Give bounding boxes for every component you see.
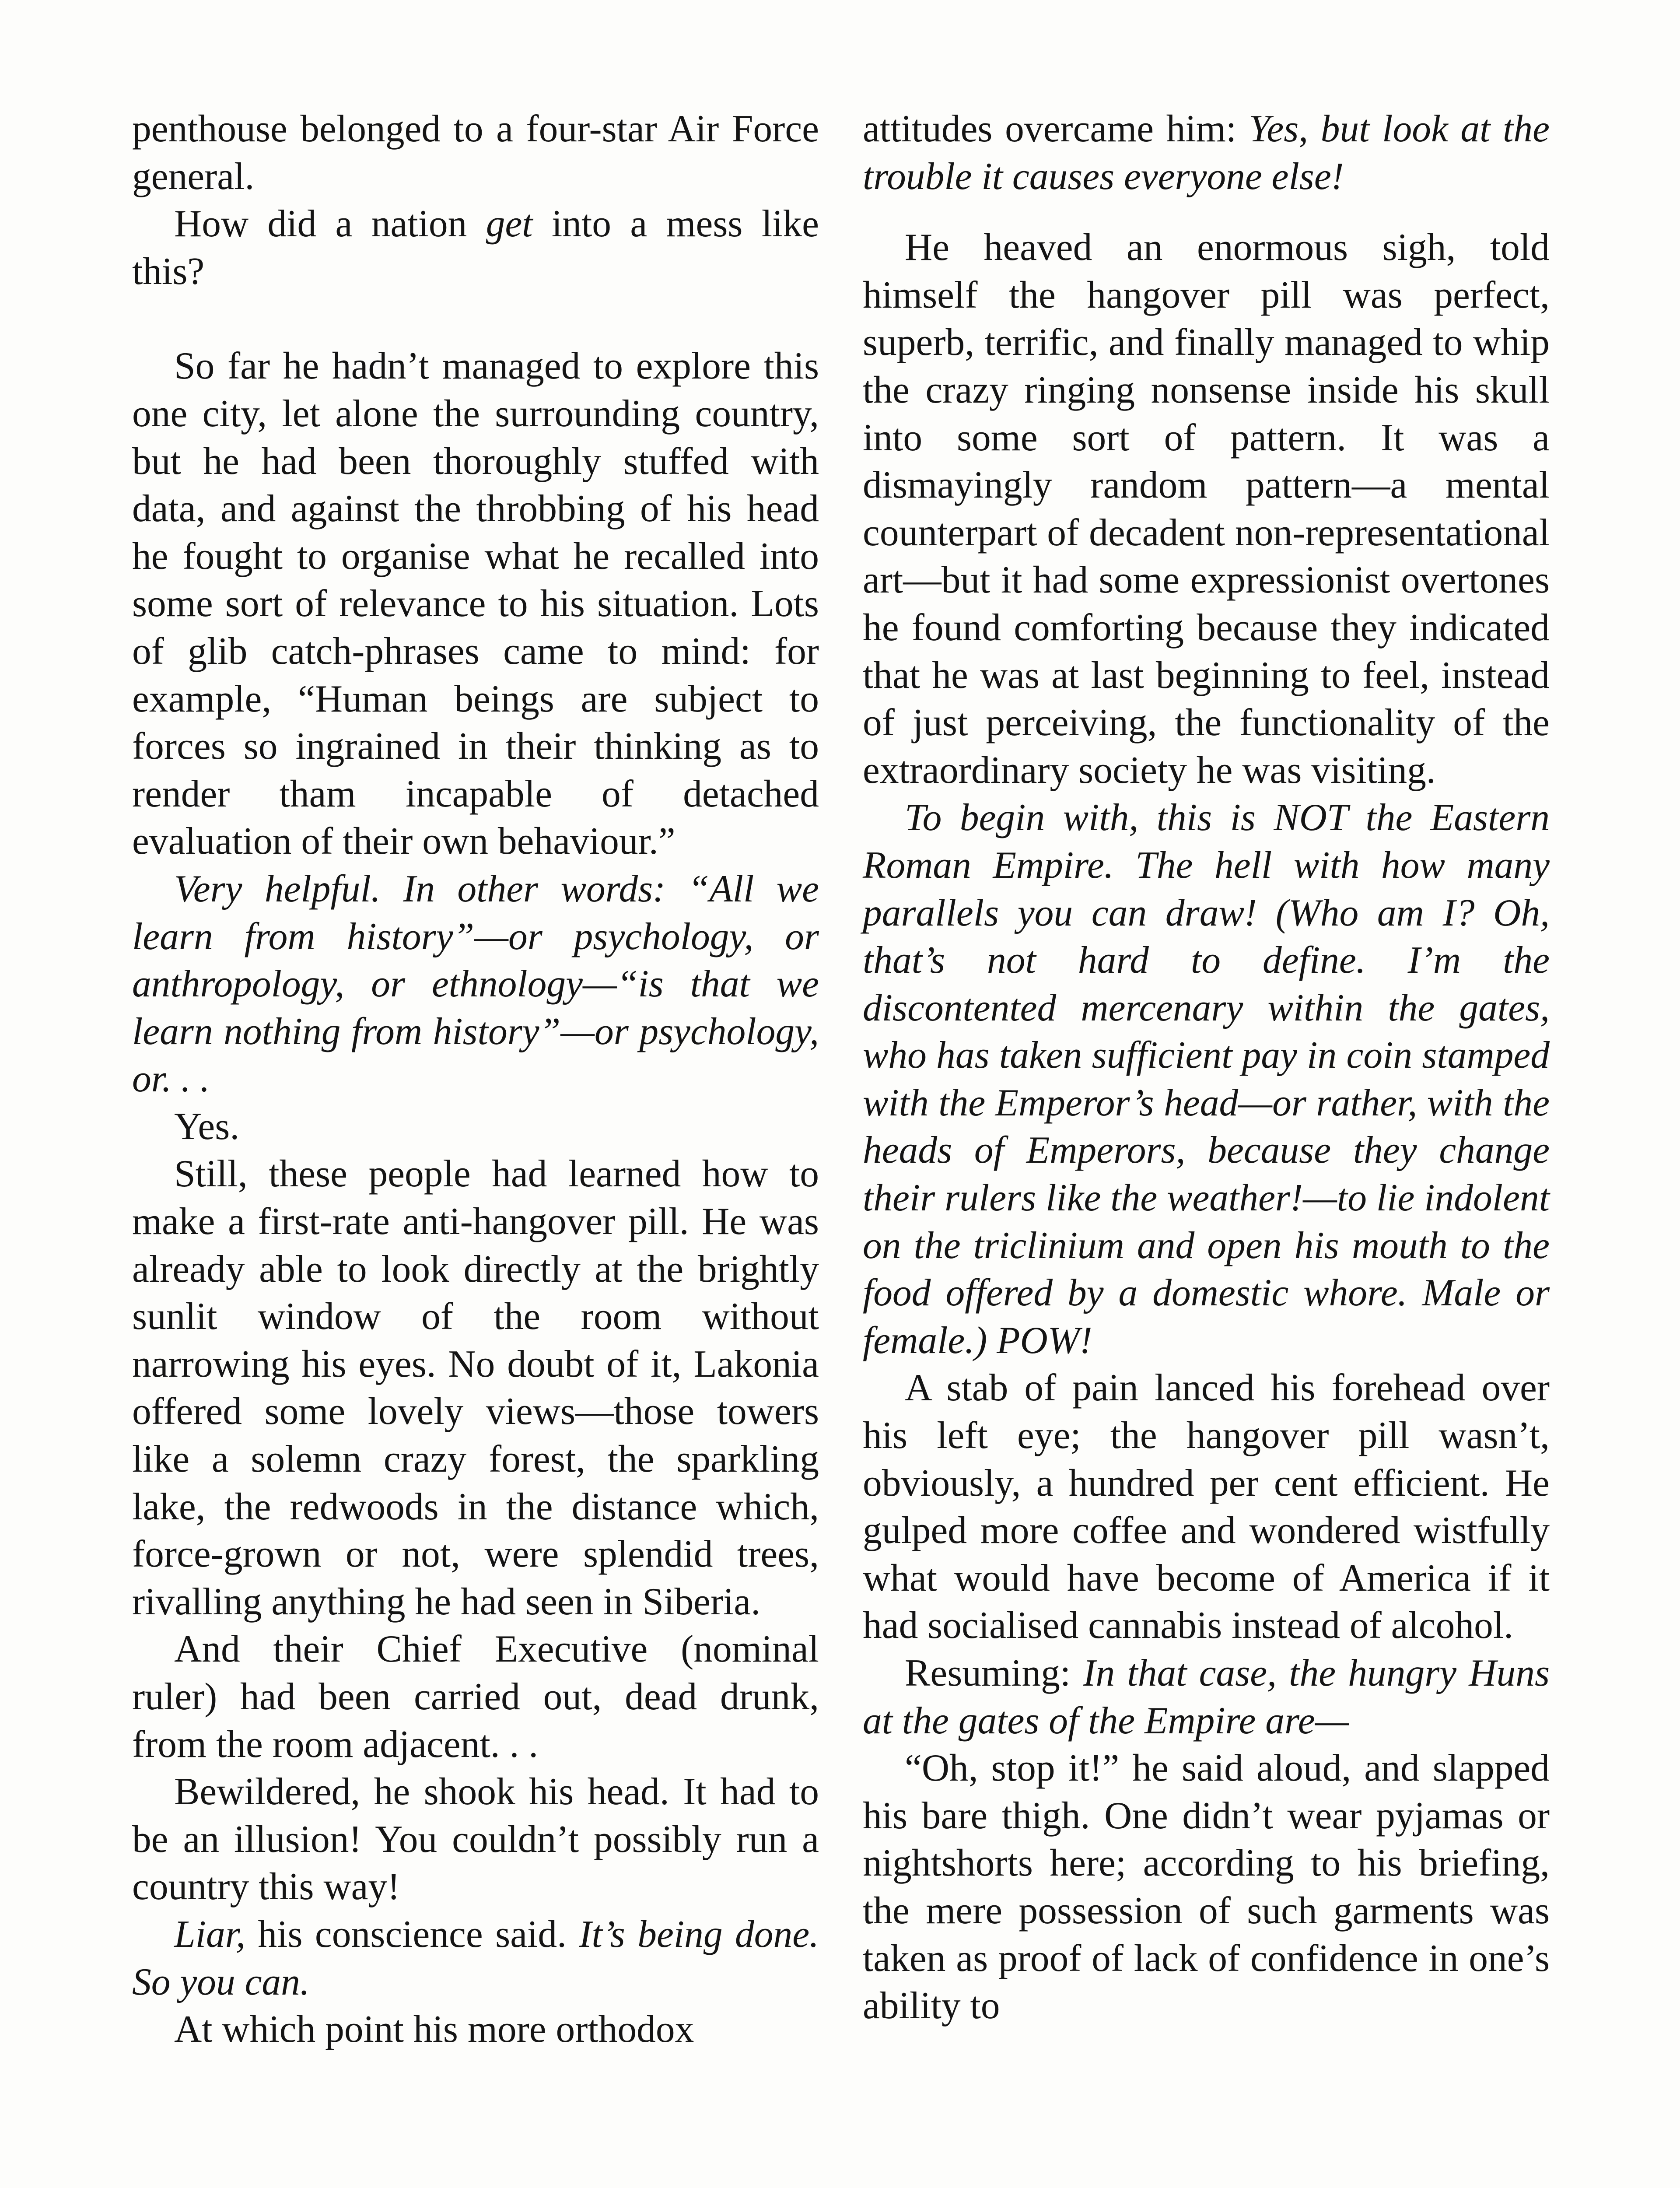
emphasis: It’s being done. So you can. xyxy=(132,1912,819,2003)
emphasis: Liar, xyxy=(174,1912,245,1955)
italic-paragraph: To begin with, this is NOT the Eastern Roman Empire. The hell with how many parallels you can draw! (Who am I? Oh, that’s not hard to define. I’m the discontented mercenary within the gates, who has taken sufficient pay in coin stamped with the Emperor’s head—or rather, with the heads of Emperors, because they change their rulers like the weather!—to lie indolent on the triclinium and open his mouth to the food offered by a domestic whore. Male or female.) POW! xyxy=(863,796,1550,1361)
emphasis: In that case, the hungry Huns at the gates of the Empire are— xyxy=(863,1652,1550,1742)
text-run: his conscience said. xyxy=(245,1912,579,1955)
paragraph: penthouse belonged to a four-star Air Force general. xyxy=(132,107,819,197)
emphasis: Yes, but look at the trouble it causes everyone else! xyxy=(863,107,1550,197)
paragraph: And their Chief Executive (nominal ruler) had been carried out, dead drunk, from the room adjacent. . . xyxy=(132,1627,819,1765)
emphasis: get xyxy=(486,202,533,245)
paragraph: At which point his more orthodox xyxy=(174,2008,694,2051)
paragraph: He heaved an enormous sigh, told himself the hangover pill was perfect, superb, terrific, and finally managed to whip the crazy ringing nonsense inside his skull into some sort of pattern. It was a dismayingly random pattern—a mental counterpart of decadent non-representational art—but it had some expressionist overtones he found comforting because they indicated that he was at last beginning to feel, instead of just perceiving, the functionality of the extraordinary society he was visiting. xyxy=(863,226,1550,791)
italic-paragraph: Very helpful. In other words: “All we learn from history”—or psychology, or anthropology, or ethnology—“is that we learn nothing from history”—or psychology, or. . . xyxy=(132,867,819,1100)
text-run: How did a nation xyxy=(174,202,486,245)
text-run: Resuming: xyxy=(905,1652,1083,1694)
paragraph: Bewildered, he shook his head. It had to be an illusion! You couldn’t possibly run a country this way! xyxy=(132,1770,819,1908)
paragraph: Yes. xyxy=(174,1105,240,1147)
left-column xyxy=(132,105,819,2053)
paragraph xyxy=(863,105,1550,200)
right-column xyxy=(863,105,1550,2030)
paragraph: So far he hadn’t managed to explore this one city, let alone the surrounding country, but he had been thoroughly stuffed with data, and against the throbbing of his head he fought to organise what he recalled into some sort of relevance to his situation. Lots of glib catch-phrases came to mind: for example, “Human beings are subject to forces so ingrained in their thinking as to render tham incapable of detached evaluation of their own behaviour.” xyxy=(132,344,819,863)
paragraph xyxy=(132,200,819,295)
paragraph: “Oh, stop it!” he said aloud, and slapped his bare thigh. One didn’t wear pyjamas or nightshorts here; according to his briefing, the mere possession of such garments was taken as proof of lack of confidence in one’s ability to xyxy=(863,1746,1550,2027)
paragraph: Still, these people had learned how to make a first-rate anti-hangover pill. He was already able to look directly at the brightly sunlit window of the room without narrowing his eyes. No doubt of it, Lakonia offered some lovely views—those towers like a solemn crazy forest, the sparkling lake, the redwoods in the distance which, force-grown or not, were splendid trees, rivalling anything he had seen in Siberia. xyxy=(132,1152,819,1623)
text-run: attitudes overcame him: xyxy=(863,107,1249,150)
paragraph: A stab of pain lanced his forehead over his left eye; the hangover pill wasn’t, obviously, a hundred per cent efficient. He gulped more coffee and wondered wistfully what would have become of America if it had socialised cannabis instead of alcohol. xyxy=(863,1366,1550,1647)
text-run: into a mess like this? xyxy=(132,202,819,292)
paragraph xyxy=(863,1649,1550,1744)
paragraph xyxy=(132,1911,819,2006)
